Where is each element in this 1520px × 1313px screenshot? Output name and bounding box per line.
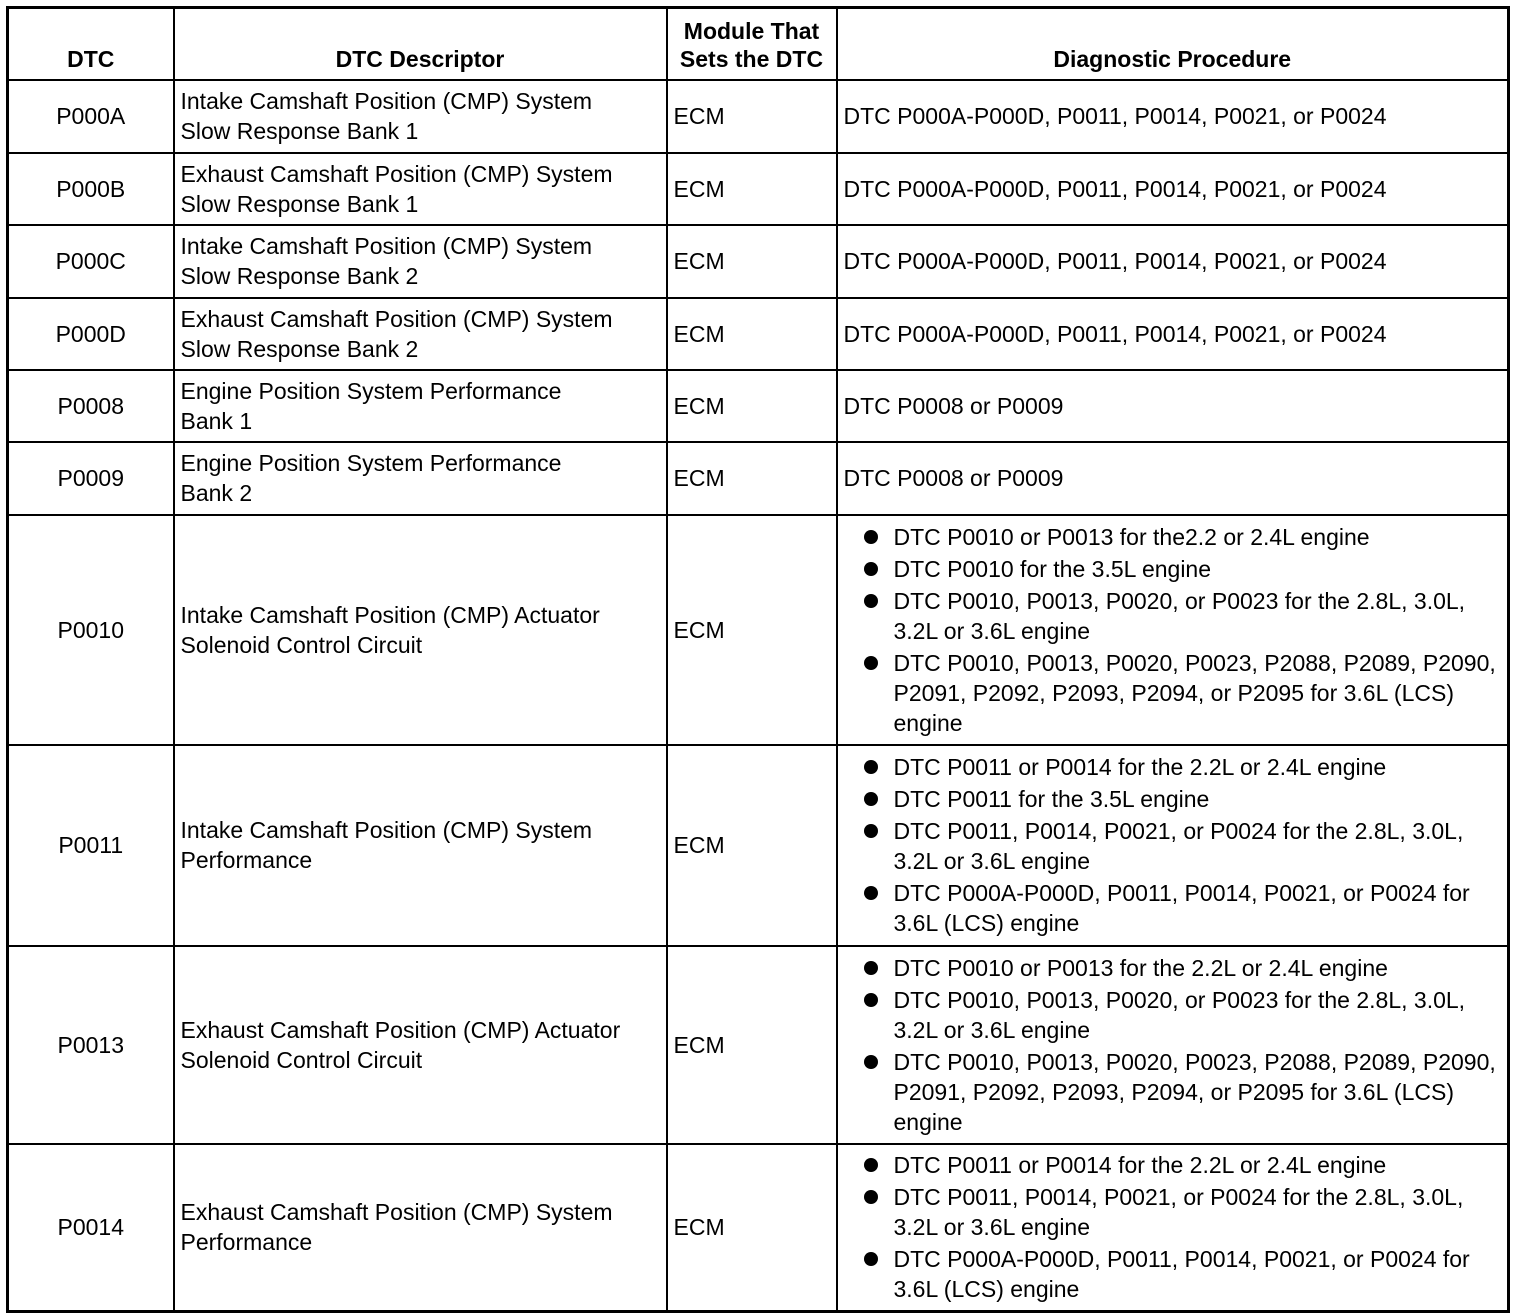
list-item: [894, 1046, 1502, 1138]
descriptor-line: Engine Position System Performance: [180, 450, 562, 476]
descriptor-line: Solenoid Control Circuit: [180, 1046, 423, 1073]
dtc-code-cell: P000D: [8, 298, 174, 370]
module-cell: ECM: [667, 745, 837, 946]
descriptor-line: Exhaust Camshaft Position (CMP) Actuator: [180, 1016, 621, 1043]
descriptor-line: Bank 1: [180, 407, 253, 434]
diagnostic-procedure-cell: DTC P0008 or P0009: [837, 442, 1509, 515]
descriptor-line: Intake Camshaft Position (CMP) Actuator: [180, 601, 600, 628]
procedure-text: DTC P0010, P0013, P0020, or P0023 for the 2.8L, 3.0L, 3.2L or 3.6L engine: [893, 587, 1466, 644]
diagnostic-procedure-cell: DTC P000A-P000D, P0011, P0014, P0021, or P0024: [837, 80, 1509, 153]
descriptor-line: Bank 2: [180, 480, 253, 506]
descriptor-line: Engine Position System Performance: [180, 377, 562, 404]
header-module: [667, 8, 837, 80]
procedure-text: DTC P000A-P000D, P0011, P0014, P0021, or P0024 for 3.6L (LCS) engine: [893, 1246, 1470, 1303]
list-item: [894, 553, 1502, 585]
list-item: [894, 1181, 1502, 1243]
bullet-icon: [864, 1252, 878, 1266]
dtc-descriptor-cell: [174, 515, 667, 745]
module-cell: ECM: [667, 515, 837, 745]
header-module-line1: Module That: [683, 17, 820, 44]
module-cell: ECM: [667, 1144, 837, 1312]
descriptor-line: Slow Response Bank 2: [180, 335, 419, 362]
header-dtc: DTC: [8, 8, 174, 80]
descriptor-line: Slow Response Bank 1: [180, 190, 419, 217]
descriptor-line: Slow Response Bank 1: [180, 118, 419, 144]
procedure-text: DTC P0010 for the 3.5L engine: [893, 555, 1212, 582]
diagnostic-procedure-cell: DTC P000A-P000D, P0011, P0014, P0021, or P0024: [837, 153, 1509, 225]
list-item: [894, 783, 1502, 815]
dtc-descriptor-cell: [174, 298, 667, 370]
header-row: [8, 8, 1509, 80]
procedure-list: [844, 952, 1502, 1138]
diagnostic-procedure-cell: [837, 946, 1509, 1144]
descriptor-line: Performance: [180, 847, 313, 873]
dtc-code-cell: P000A: [8, 80, 174, 153]
procedure-text: DTC P000A-P000D, P0011, P0014, P0021, or P0024 for 3.6L (LCS) engine: [893, 880, 1470, 936]
descriptor-line: Intake Camshaft Position (CMP) System: [180, 233, 593, 259]
procedure-text: DTC P0010 or P0013 for the2.2 or 2.4L engine: [893, 523, 1370, 550]
procedure-text: DTC P0010, P0013, P0020, P0023, P2088, P2089, P2090, P2091, P2092, P2093, P2094, or P2095 for 3.6L (LCS) engine: [893, 649, 1496, 736]
table-row: [8, 80, 1509, 153]
dtc-code-cell: P0009: [8, 442, 174, 515]
diagnostic-procedure-cell: [837, 745, 1509, 946]
header-procedure: Diagnostic Procedure: [837, 8, 1509, 80]
list-item: [894, 751, 1502, 783]
dtc-descriptor-cell: [174, 153, 667, 225]
bullet-icon: [864, 530, 878, 544]
module-cell: ECM: [667, 442, 837, 515]
list-item: [894, 1243, 1502, 1305]
list-item: [894, 585, 1502, 647]
procedure-list: [844, 751, 1502, 939]
procedure-text: DTC P0011 or P0014 for the 2.2L or 2.4L engine: [893, 754, 1387, 780]
bullet-icon: [864, 792, 878, 806]
dtc-descriptor-cell: [174, 745, 667, 946]
list-item: [894, 877, 1502, 939]
list-item: [894, 647, 1502, 739]
list-item: [894, 1149, 1502, 1181]
descriptor-line: Solenoid Control Circuit: [180, 631, 423, 658]
procedure-text: DTC P0011, P0014, P0021, or P0024 for the 2.8L, 3.0L, 3.2L or 3.6L engine: [893, 818, 1464, 874]
diagnostic-procedure-cell: [837, 1144, 1509, 1312]
module-cell: ECM: [667, 225, 837, 298]
procedure-text: DTC P0011 for the 3.5L engine: [893, 786, 1210, 812]
bullet-icon: [864, 886, 878, 900]
descriptor-line: Slow Response Bank 2: [180, 263, 419, 289]
descriptor-line: Exhaust Camshaft Position (CMP) System: [180, 160, 613, 187]
procedure-text: DTC P0010, P0013, P0020, or P0023 for the 2.8L, 3.0L, 3.2L or 3.6L engine: [893, 986, 1466, 1043]
bullet-icon: [864, 993, 878, 1007]
list-item: [894, 521, 1502, 553]
procedure-list: [844, 521, 1502, 739]
bullet-icon: [864, 760, 878, 774]
header-module-line2: Sets the DTC: [679, 45, 824, 72]
module-cell: ECM: [667, 153, 837, 225]
table-row: [8, 225, 1509, 298]
table-row: [8, 298, 1509, 370]
table-row: [8, 745, 1509, 946]
list-item: [894, 815, 1502, 877]
dtc-code-cell: P0014: [8, 1144, 174, 1312]
descriptor-line: Exhaust Camshaft Position (CMP) System: [180, 1199, 613, 1226]
descriptor-line: Performance: [180, 1229, 313, 1256]
diagnostic-procedure-cell: [837, 515, 1509, 745]
table-row: [8, 442, 1509, 515]
procedure-text: DTC P0010, P0013, P0020, P0023, P2088, P2089, P2090, P2091, P2092, P2093, P2094, or P2095 for 3.6L (LCS) engine: [893, 1048, 1496, 1135]
bullet-icon: [864, 656, 878, 670]
module-cell: ECM: [667, 80, 837, 153]
descriptor-line: Intake Camshaft Position (CMP) System: [180, 88, 593, 114]
table-row: [8, 1144, 1509, 1312]
dtc-descriptor-cell: [174, 225, 667, 298]
list-item: [894, 984, 1502, 1046]
dtc-descriptor-cell: [174, 1144, 667, 1312]
diagnostic-procedure-cell: DTC P0008 or P0009: [837, 370, 1509, 442]
list-item: [894, 952, 1502, 984]
table-row: [8, 515, 1509, 745]
dtc-code-cell: P0013: [8, 946, 174, 1144]
bullet-icon: [864, 824, 878, 838]
procedure-text: DTC P0010 or P0013 for the 2.2L or 2.4L engine: [893, 954, 1388, 981]
bullet-icon: [864, 1158, 878, 1172]
table-header: [8, 8, 1509, 80]
dtc-descriptor-cell: [174, 80, 667, 153]
table-row: [8, 370, 1509, 442]
descriptor-line: Exhaust Camshaft Position (CMP) System: [180, 305, 613, 332]
module-cell: ECM: [667, 370, 837, 442]
module-cell: ECM: [667, 946, 837, 1144]
header-descriptor: DTC Descriptor: [174, 8, 667, 80]
diagnostic-procedure-cell: DTC P000A-P000D, P0011, P0014, P0021, or P0024: [837, 225, 1509, 298]
bullet-icon: [864, 961, 878, 975]
dtc-descriptor-cell: [174, 442, 667, 515]
bullet-icon: [864, 1190, 878, 1204]
bullet-icon: [864, 562, 878, 576]
dtc-code-cell: P0011: [8, 745, 174, 946]
dtc-code-cell: P000B: [8, 153, 174, 225]
diagnostic-procedure-cell: DTC P000A-P000D, P0011, P0014, P0021, or P0024: [837, 298, 1509, 370]
table-row: [8, 153, 1509, 225]
procedure-text: DTC P0011, P0014, P0021, or P0024 for the 2.8L, 3.0L, 3.2L or 3.6L engine: [893, 1184, 1464, 1241]
dtc-code-cell: P0008: [8, 370, 174, 442]
dtc-descriptor-cell: [174, 946, 667, 1144]
table-body: [8, 80, 1509, 1312]
procedure-text: DTC P0011 or P0014 for the 2.2L or 2.4L engine: [893, 1152, 1387, 1179]
bullet-icon: [864, 1055, 878, 1069]
dtc-descriptor-cell: [174, 370, 667, 442]
dtc-code-cell: P0010: [8, 515, 174, 745]
dtc-table: [6, 6, 1510, 1313]
dtc-code-cell: P000C: [8, 225, 174, 298]
module-cell: ECM: [667, 298, 837, 370]
descriptor-line: Intake Camshaft Position (CMP) System: [180, 817, 593, 843]
table-row: [8, 946, 1509, 1144]
procedure-list: [844, 1149, 1502, 1305]
bullet-icon: [864, 594, 878, 608]
